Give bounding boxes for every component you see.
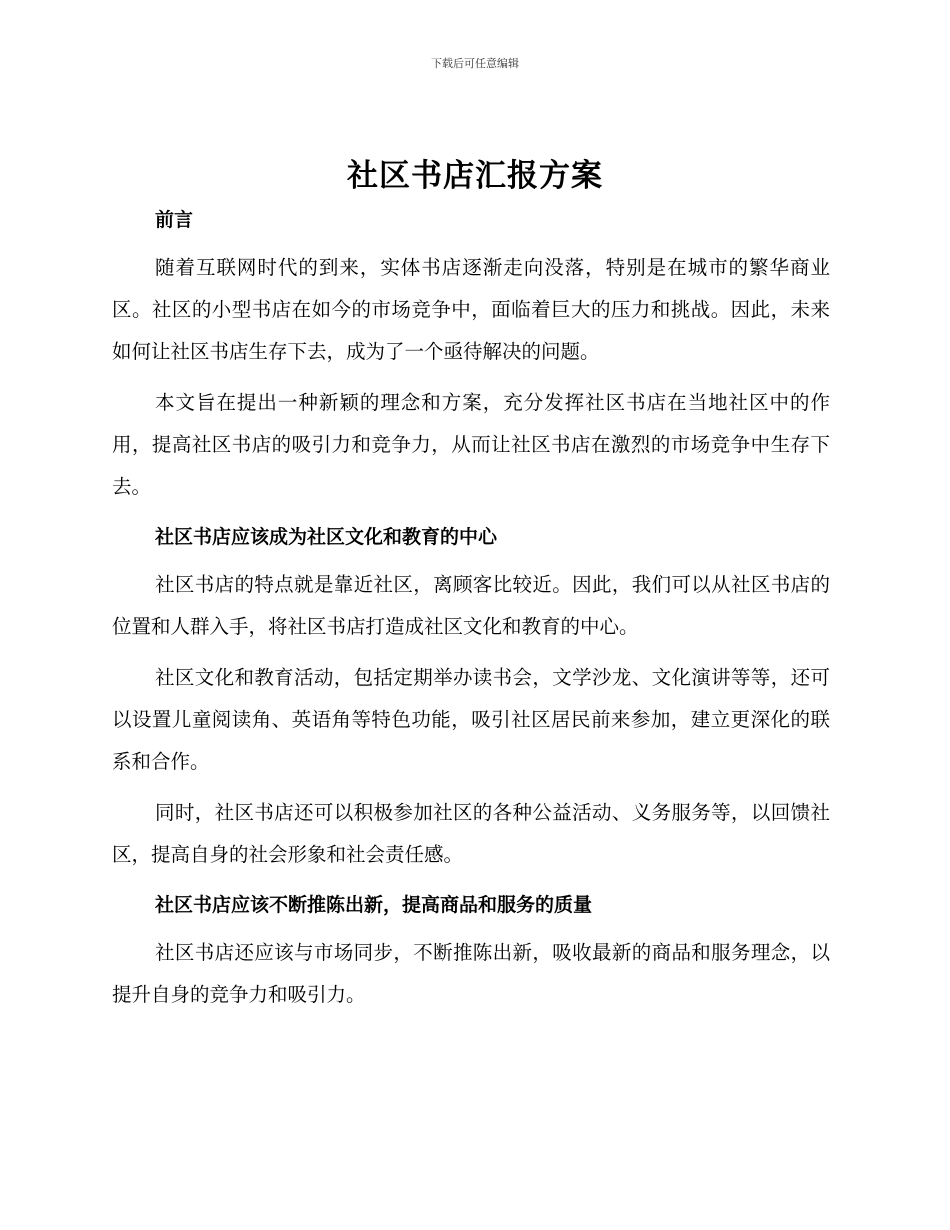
paragraph: 随着互联网时代的到来，实体书店逐渐走向没落，特别是在城市的繁华商业区。社区的小型书店在如今的市场竞争中，面临着巨大的压力和挑战。因此，未来如何让社区书店生存下去，成为了一个亟待解决的问题。: [112, 256, 830, 363]
paragraph: 社区书店的特点就是靠近社区，离顾客比较近。因此，我们可以从社区书店的位置和人群入手，将社区书店打造成社区文化和教育的中心。: [112, 573, 830, 638]
paragraph: 同时，社区书店还可以积极参加社区的各种公益活动、义务服务等，以回馈社区，提高自身的社会形象和社会责任感。: [112, 801, 830, 866]
paragraph: 社区书店还应该与市场同步，不断推陈出新，吸收最新的商品和服务理念，以提升自身的竞争力和吸引力。: [112, 941, 830, 1006]
paragraph: 社区文化和教育活动，包括定期举办读书会，文学沙龙、文化演讲等等，还可以设置儿童阅读角、英语角等特色功能，吸引社区居民前来参加，建立更深化的联系和合作。: [112, 666, 830, 773]
document-title: 社区书店汇报方案: [347, 158, 603, 194]
section-heading-culture-center: 社区书店应该成为社区文化和教育的中心: [155, 526, 498, 548]
section-heading-preface: 前言: [155, 209, 194, 231]
section-heading-innovation: 社区书店应该不断推陈出新，提高商品和服务的质量: [155, 894, 593, 916]
paragraph: 本文旨在提出一种新颖的理念和方案，充分发挥社区书店在当地社区中的作用，提高社区书店的吸引力和竞争力，从而让社区书店在激烈的市场竞争中生存下去。: [112, 391, 830, 498]
header-note: 下载后可任意编辑: [431, 57, 519, 70]
document-body: [112, 200, 830, 1025]
